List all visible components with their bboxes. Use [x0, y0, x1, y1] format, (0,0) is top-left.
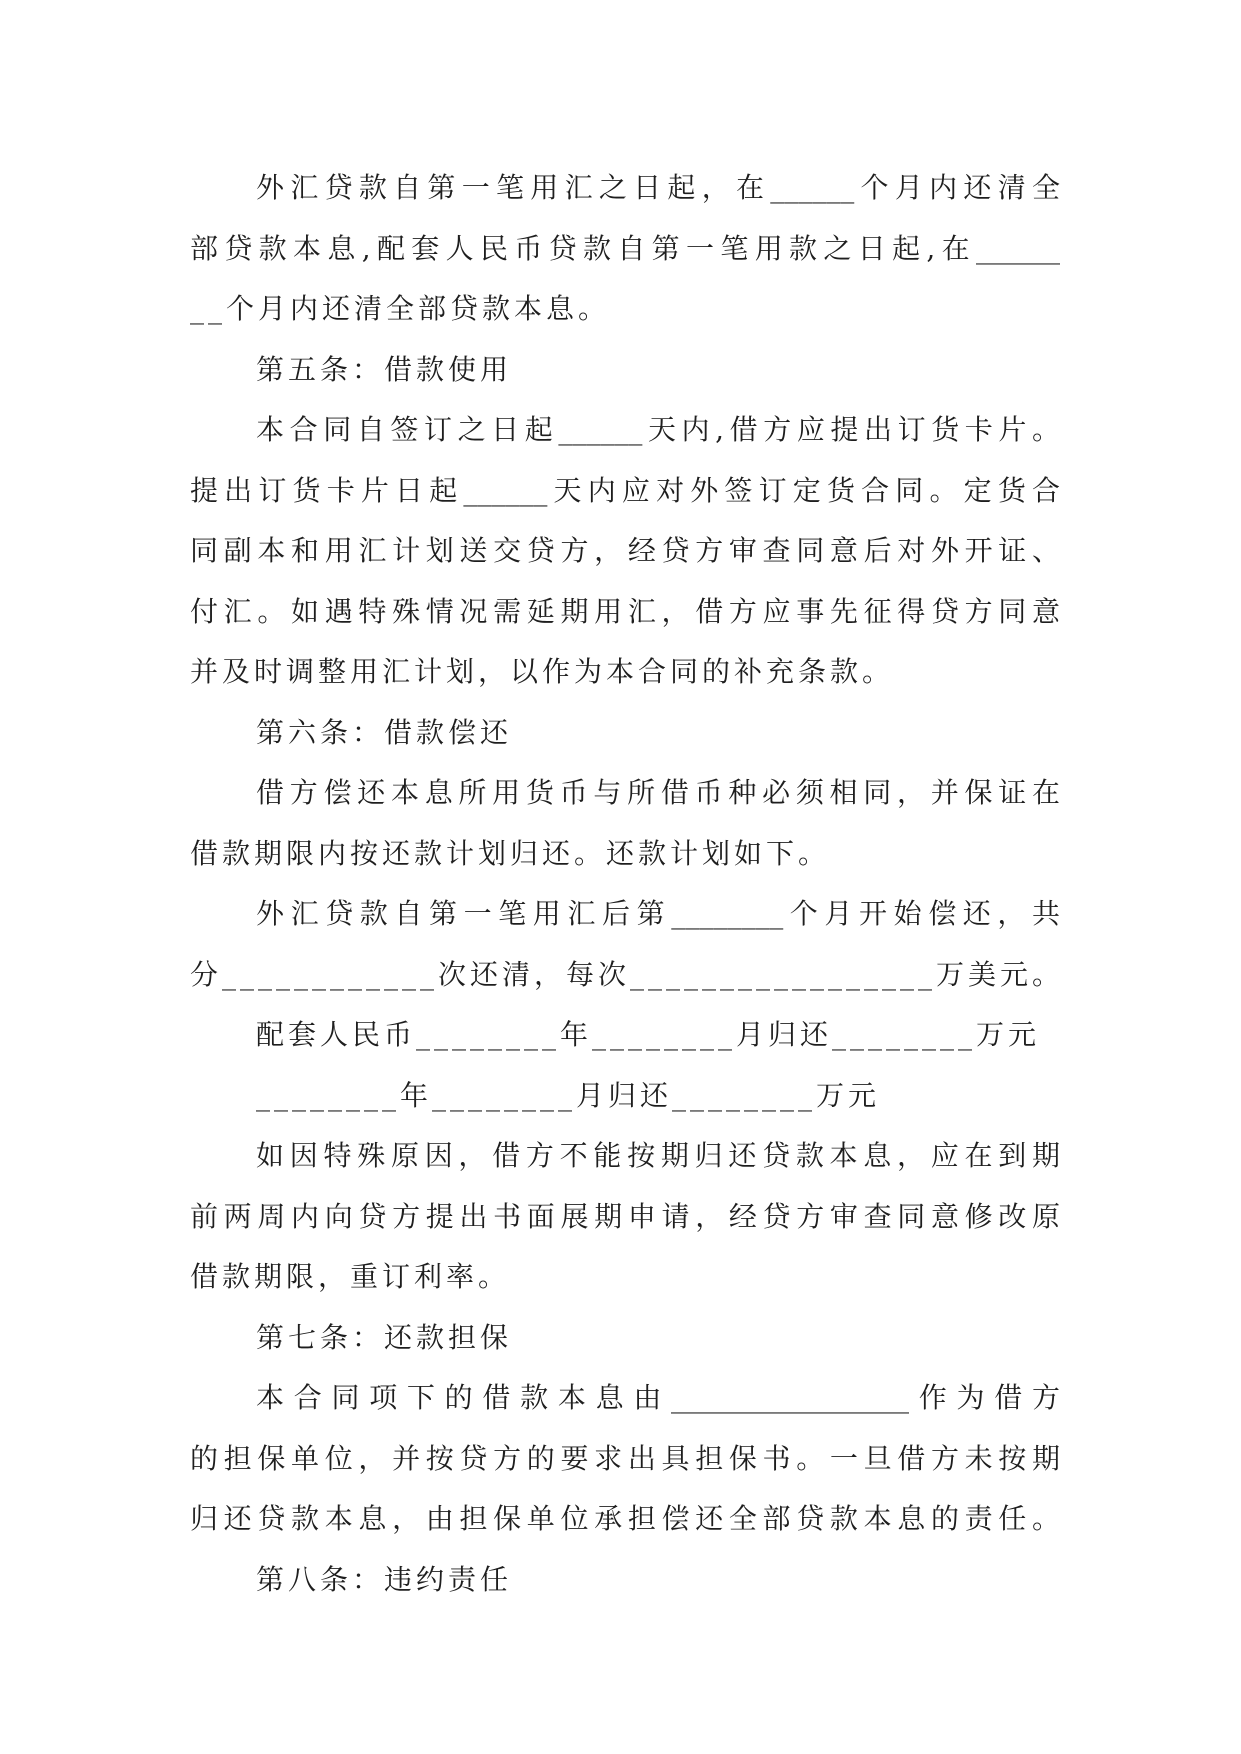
- text-line: 的担保单位，并按贷方的要求出具担保书。一旦借方未按期: [190, 1441, 1060, 1475]
- text-line: 借方偿还本息所用货币与所借币种必须相同，并保证在: [256, 776, 1060, 809]
- text-line: 并及时调整用汇计划，以作为本合同的补充条款。: [190, 655, 895, 688]
- text-line: 前两周内向贷方提出书面展期申请，经贷方审查同意修改原: [190, 1199, 1060, 1233]
- text-line: 借款期限内按还款计划归还。还款计划如下。: [190, 836, 831, 870]
- section-heading: 第七条：还款担保: [256, 1320, 513, 1354]
- text-line: __个月内还清全部贷款本息。: [190, 292, 611, 325]
- text-line: 提出订货卡片日起______天内应对外签订定货合同。定货合: [190, 473, 1060, 507]
- section-heading: 第八条：违约责任: [256, 1562, 513, 1596]
- text-line: ________年________月归还________万元: [256, 1078, 881, 1112]
- text-line: 外汇贷款自第一笔用汇后第________个月开始偿还，共: [256, 897, 1060, 930]
- text-line: 借款期限，重订利率。: [190, 1260, 511, 1293]
- text-line: 本合同项下的借款本息由_________________作为借方: [256, 1381, 1060, 1414]
- text-line: 分____________次还清，每次_________________万美元。: [190, 957, 1065, 991]
- text-line: 部贷款本息,配套人民币贷款自第一笔用款之日起,在______: [190, 231, 1060, 265]
- document-body: [190, 158, 1065, 1610]
- text-line: 同副本和用汇计划送交贷方，经贷方审查同意后对外开证、: [190, 534, 1060, 567]
- text-line: 外汇贷款自第一笔用汇之日起，在______个月内还清全: [256, 171, 1060, 204]
- text-line: 付汇。如遇特殊情况需延期用汇，借方应事先征得贷方同意: [190, 594, 1060, 628]
- section-heading: 第五条：借款使用: [256, 352, 513, 386]
- section-heading: 第六条：借款偿还: [256, 715, 513, 749]
- text-line: 如因特殊原因，借方不能按期归还贷款本息，应在到期: [256, 1139, 1060, 1172]
- text-line: 归还贷款本息，由担保单位承担偿还全部贷款本息的责任。: [190, 1502, 1060, 1535]
- text-line: 配套人民币________年________月归还________万元: [256, 1018, 1041, 1051]
- text-line: 本合同自签订之日起______天内,借方应提出订货卡片。: [256, 413, 1060, 446]
